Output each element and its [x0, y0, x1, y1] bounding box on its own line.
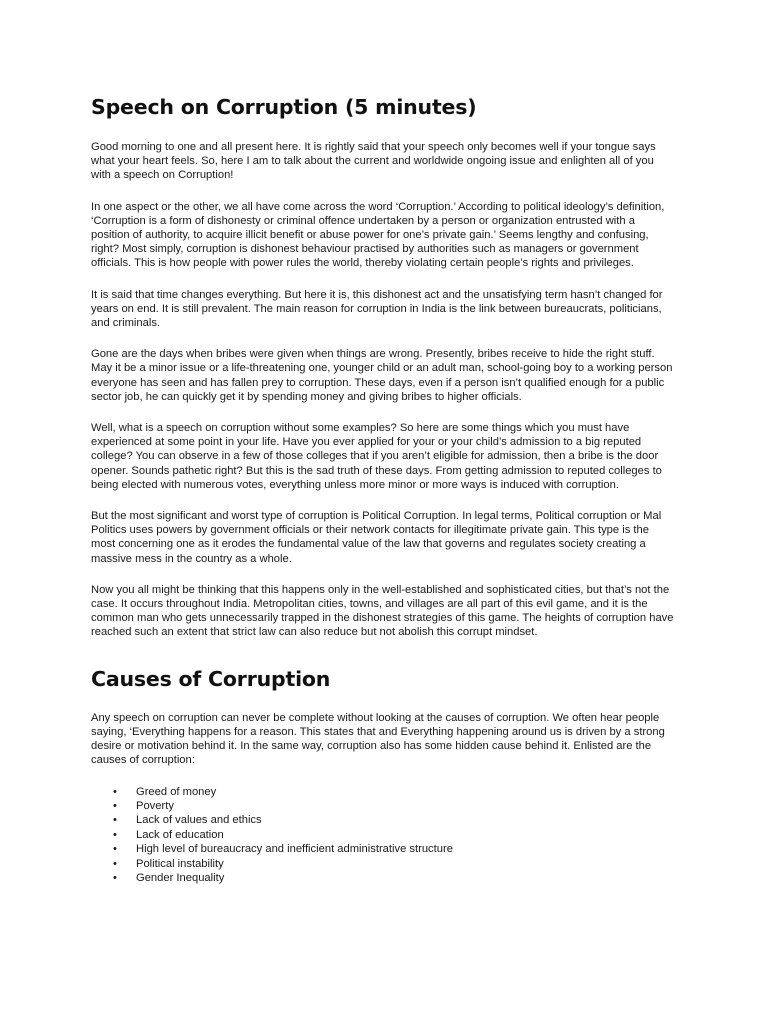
paragraph-causes-intro: Any speech on corruption can never be complete without looking at the causes of corruption. We often hear people saying, ‘Everything happens for a reason. This states that and Everything happening around us is driven by a strong desire or motivation behind it. In the same way, corruption also has some hidden cause behind it. Enlisted are the causes of corruption:: [91, 711, 665, 767]
paragraph-examples: Well, what is a speech on corruption without some examples? So here are some things which you must have experienced at some point in your life. Have you ever applied for your or your child’s admission to a big reputed college? You can observe in a few of those colleges that if you aren’t eligible for admission, then a bribe is the door opener. Sounds pathetic right? But this is the sad truth of these days. From getting admission to reputed colleges to being elected with numerous votes, everything unless more minor or more ways is induced with corruption.: [91, 422, 662, 491]
bullet-icon: •: [113, 799, 117, 812]
list-item: [113, 799, 691, 813]
list-item-text: Poverty: [136, 799, 174, 812]
list-item-text: Gender Inequality: [136, 871, 225, 884]
page-title: Speech on Corruption (5 minutes): [91, 95, 477, 119]
list-item-text: Lack of education: [136, 828, 224, 841]
list-item-text: Lack of values and ethics: [136, 814, 262, 827]
bullet-icon: •: [113, 857, 117, 870]
list-item: [113, 813, 691, 827]
list-item: [113, 842, 691, 856]
list-item: [113, 785, 691, 799]
list-item-text: High level of bureaucracy and inefficient administrative structure: [136, 843, 453, 856]
list-item: [113, 828, 691, 842]
causes-list: [91, 785, 691, 886]
paragraph-intro: Good morning to one and all present here. It is rightly said that your speech only becomes well if your tongue says what your heart feels. So, here I am to talk about the current and worldwide ongoing issue and enlighten all of you with a speech on Corruption!: [91, 141, 656, 182]
document-page: [91, 92, 691, 885]
paragraph-time-changes: It is said that time changes everything. But here it is, this dishonest act and the unsatisfying term hasn’t changed for years on end. It is still prevalent. The main reason for corruption in India is the link between bureaucrats, politicians, and criminals.: [91, 288, 663, 330]
bullet-icon: •: [113, 828, 117, 841]
list-item-text: Political instability: [136, 857, 224, 870]
paragraph-bribes: Gone are the days when bribes were given when things are wrong. Presently, bribes receive to hide the right stuff. May it be a minor issue or a life-threatening one, younger child or an adult man, school-going boy to a working person everyone has seen and has fallen prey to corruption. These days, even if a person isn’t qualified enough for a public sector job, he can quickly get it by spending money and giving bribes to higher officials.: [91, 348, 673, 403]
bullet-icon: •: [113, 843, 117, 856]
list-item: [113, 857, 691, 871]
paragraph-political-corruption: But the most significant and worst type of corruption is Political Corruption. In legal terms, Political corruption or Mal Politics uses powers by government officials or their network contacts for illegitimate private gain. This type is the most concerning one as it erodes the fundamental value of the law that governs and regulates society creating a massive mess in the country as a whole.: [91, 510, 662, 565]
paragraph-definition: In one aspect or the other, we all have come across the word ‘Corruption.’ According to political ideology’s definition, ‘Corruption is a form of dishonesty or criminal offence undertaken by a person or organization entrusted with a position of authority, to acquire illicit benefit or abuse power for one’s private gain.’ Seems lengthy and confusing, right? Most simply, corruption is dishonest behaviour practised by authorities such as managers or government officials. This is how people with power rules the world, thereby violating certain people’s rights and privileges.: [91, 200, 665, 270]
section-heading-causes: Causes of Corruption: [91, 666, 331, 691]
list-item: [113, 871, 691, 885]
bullet-icon: •: [113, 871, 117, 884]
paragraph-cities: Now you all might be thinking that this happens only in the well-established and sophisticated cities, but that’s not the case. It occurs throughout India. Metropolitan cities, towns, and villages are all part of this evil game, and it is the common man who gets unnecessarily trapped in the dishonest strategies of this game. The heights of corruption have reached such an extent that strict law can also reduce but not abolish this corrupt mindset.: [91, 583, 674, 639]
bullet-icon: •: [113, 814, 117, 827]
list-item-text: Greed of money: [136, 785, 217, 798]
bullet-icon: •: [113, 785, 117, 798]
